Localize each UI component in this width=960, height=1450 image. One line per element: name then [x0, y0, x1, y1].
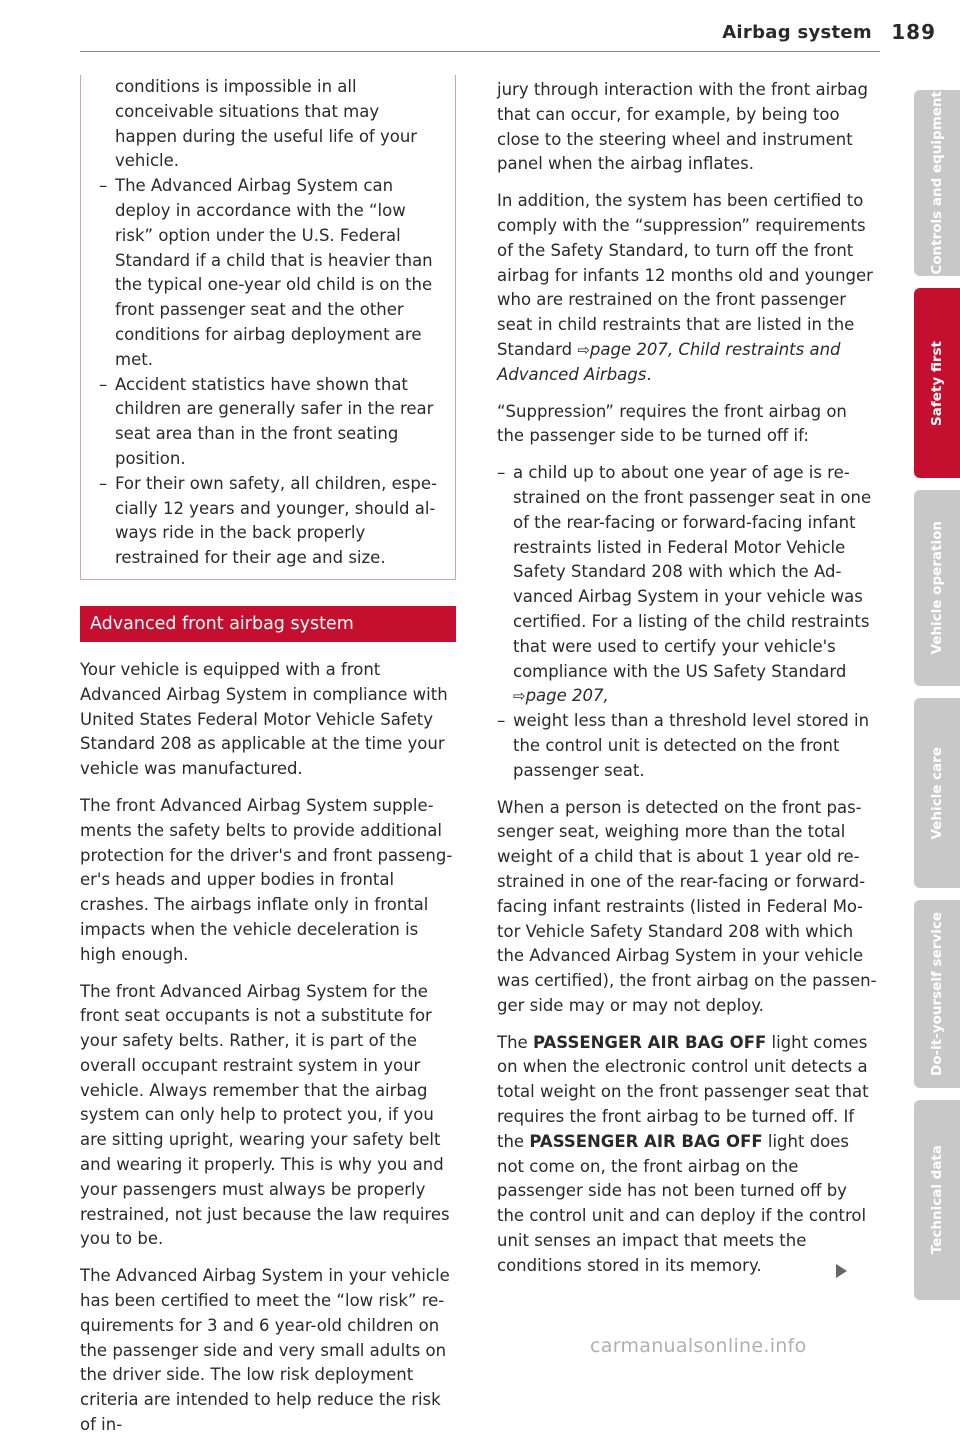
watermark: carmanualsonline.info: [590, 1335, 807, 1357]
paragraph-text: light comes on when the electronic control unit detects a total weight on the front passenger seat that requires the front airbag to be turned off. If the: [497, 1032, 869, 1151]
paragraph: Your vehicle is equipped with a front Advanced Airbag System in compliance with United States Federal Motor Vehicle Safety Standard 208 as applicable at the time your vehicle was manufactured.: [80, 659, 448, 779]
running-head: Airbag system: [722, 22, 872, 43]
paragraph: [497, 1031, 877, 1279]
chapter-tab-vehicle-operation[interactable]: [914, 490, 960, 686]
chapter-tab-label: Technical data: [928, 1145, 945, 1255]
indicator-name: PASSENGER AIR BAG OFF: [532, 1032, 767, 1052]
chapter-tab-vehicle-care[interactable]: [914, 698, 960, 888]
paragraph: “Suppression” requires the front airbag on the passenger side to be turned off if:: [497, 401, 847, 446]
paragraph-text: light does not come on, the front airbag on the passenger side has not been turned off by the control unit and can deploy if the control unit senses an impact that meets the conditions stored in its memory.: [497, 1131, 867, 1275]
chapter-tab-label: Vehicle operation: [928, 521, 945, 655]
indicator-name: PASSENGER AIR BAG OFF: [529, 1131, 763, 1151]
paragraph: The front Advanced Airbag System supplements the safety belts to provide additional protection for the driver's and front passenger's heads and upper bodies in frontal crashes. The airbags inflate only in frontal impacts when the vehicle deceleration is high enough.: [80, 795, 453, 964]
warning-item: – The Advanced Airbag System can deploy in accordance with the “low risk” option under the U.S. Federal Standard if a child that is heavier than the typical one-year old child is on the front passenger seat and the other conditions for airbag deployment are met.: [99, 174, 441, 372]
continued-arrow-icon: [836, 1264, 847, 1278]
right-column: [497, 78, 877, 1291]
chapter-tab-do-it-yourself[interactable]: [914, 900, 960, 1088]
list-item: – weight less than a threshold level stored in the control unit is detected on the front passenger seat.: [497, 709, 877, 783]
chapter-tab-technical-data[interactable]: [914, 1100, 960, 1300]
arrow-right-icon: ⇨: [577, 340, 590, 359]
paragraph: When a person is detected on the front passenger seat, weighing more than the total weight of a child that is about 1 year old restrained in one of the rear-facing or forwardfacing infant restraints (listed in Federal Motor Vehicle Safety Standard 208 with which the Advanced Airbag System in your vehicle was certified), the front airbag on the passenger side may or may not deploy.: [497, 797, 877, 1015]
left-column: [80, 78, 456, 1450]
paragraph-text: .: [646, 364, 652, 384]
page-reference-link[interactable]: page 207,: [525, 686, 609, 706]
section-heading: Advanced front airbag system: [80, 606, 456, 642]
list-item-text: a child up to about one year of age is restrained on the front passenger seat in one of the rear-facing or forward-facing infant restraints listed in Federal Motor Vehicle Safety Standard 208 with which the Advanced Airbag System in your vehicle was certified. For a listing of the child restraints that were used to certify your vehicle's compliance with the US Safety Standard: [513, 463, 872, 681]
chapter-tab-label: Controls and equipment: [928, 91, 945, 275]
paragraph-text: In addition, the system has been certified to comply with the “suppression” requirements of the Safety Standard, to turn off the front airbag for infants 12 months old and younger who are restrained on the front passenger seat in child restraints that are listed in the Standard: [497, 191, 873, 359]
warning-item: – For their own safety, all children, especially 12 years and younger, should always ride in the back properly restrained for their age and size.: [99, 472, 441, 571]
paragraph: The Advanced Airbag System in your vehicle has been certified to meet the “low risk” requirements for 3 and 6 year-old children on the passenger side and very small adults on the driver side. The low risk deployment criteria are intended to help reduce the risk of in-: [80, 1266, 450, 1435]
page-reference-link[interactable]: page 207, Child restraints and Advanced Airbags: [497, 339, 841, 384]
warning-item: – Accident statistics have shown that children are generally safer in the rear seat area than in the front seating position.: [99, 373, 441, 472]
warning-box: [80, 75, 456, 580]
chapter-tab-safety[interactable]: [914, 288, 960, 478]
list-item: [497, 461, 877, 709]
paragraph: jury through interaction with the front airbag that can occur, for example, by being too close to the steering wheel and instrument panel when the airbag inflates.: [497, 80, 869, 174]
paragraph: The front Advanced Airbag System for the front seat occupants is not a substitute for your safety belts. Rather, it is part of the overall occupant restraint system in your vehicle. Always remember that the airbag system can only help to protect you, if you are sitting upright, wearing your safety belt and wearing it properly. This is why you and your passengers must always be properly restrained, not just because the law requires you to be.: [80, 981, 450, 1249]
paragraph: [497, 189, 877, 387]
header-rule: [80, 51, 880, 52]
chapter-tab-label: Do-it-yourself service: [928, 912, 945, 1076]
suppression-list: [497, 461, 877, 783]
chapter-tab-controls[interactable]: [914, 90, 960, 276]
chapter-tab-label: Vehicle care: [928, 746, 945, 840]
chapter-tab-label: Safety first: [928, 340, 945, 426]
arrow-right-icon: ⇨: [513, 687, 526, 706]
paragraph-text: The: [497, 1032, 528, 1052]
warning-lead: conditions is impossible in all conceivable situations that may happen during the useful life of your vehicle.: [115, 77, 418, 171]
page-number: 189: [891, 20, 936, 44]
